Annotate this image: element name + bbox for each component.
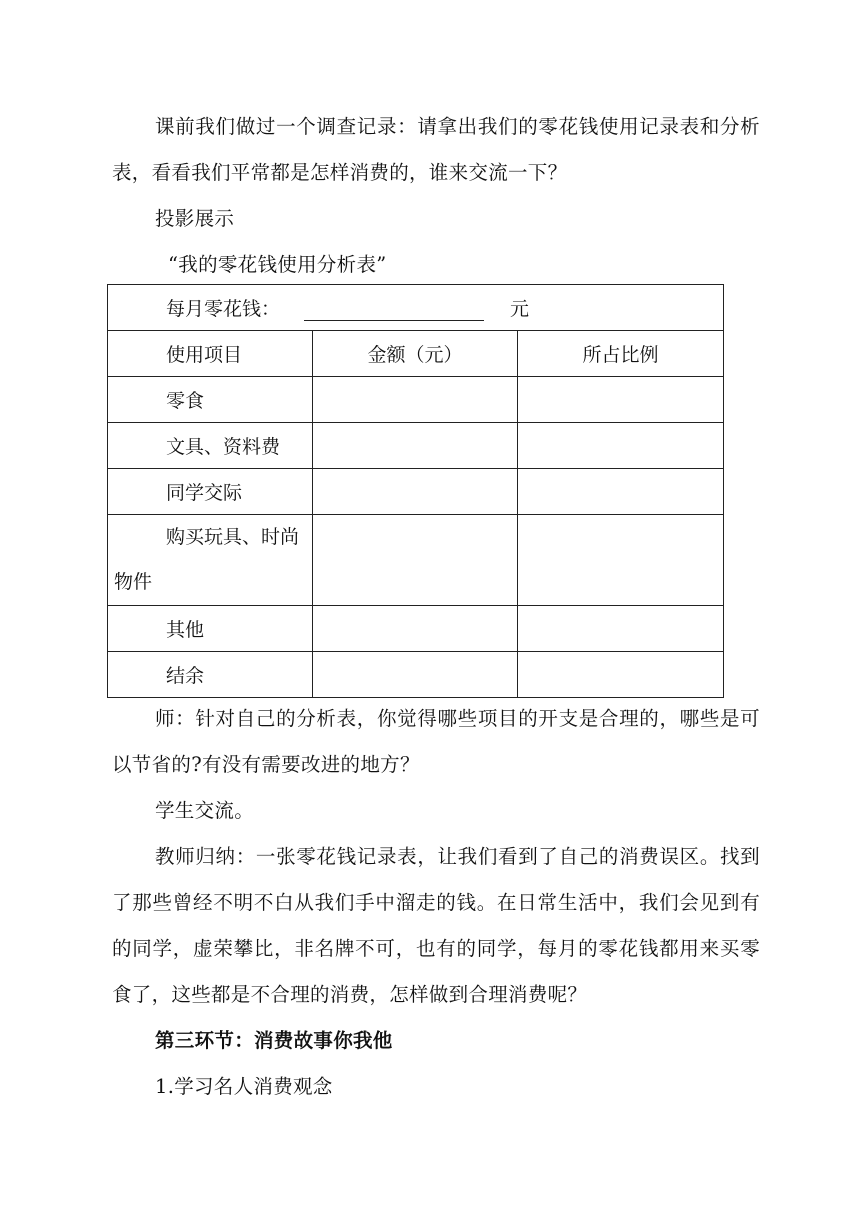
row-ratio-cell	[518, 469, 724, 515]
table-row	[108, 377, 724, 423]
teacher-question: 师：针对自己的分析表，你觉得哪些项目的开支是合理的，哪些是可以节省的?有没有需要改进的地方？	[112, 707, 760, 776]
row-ratio-cell	[518, 515, 724, 606]
monthly-allowance-blank	[304, 300, 484, 321]
row-item-toys-line1: 购买玩具、时尚	[166, 526, 300, 548]
subsection-heading: 1.学习名人消费观念	[155, 1075, 333, 1098]
section-heading: 第三环节：消费故事你我他	[155, 1029, 393, 1052]
monthly-allowance-row	[108, 285, 724, 331]
row-item-other: 其他	[108, 606, 313, 652]
teacher-summary: 教师归纳：一张零花钱记录表，让我们看到了自己的消费误区。找到了那些曾经不明不白从我们手中溜走的钱。在日常生活中，我们会见到有的同学，虚荣攀比，非名牌不可，也有的同学，每月的零花钱都用来买零食了，这些都是不合理的消费，怎样做到合理消费呢？	[112, 845, 760, 1006]
header-item: 使用项目	[108, 331, 313, 377]
monthly-allowance-unit: 元	[510, 298, 530, 320]
row-amount-cell	[313, 423, 518, 469]
row-amount-cell	[313, 377, 518, 423]
row-item-stationery: 文具、资料费	[108, 423, 313, 469]
row-amount-cell	[313, 469, 518, 515]
table-row	[108, 606, 724, 652]
header-amount: 金额（元）	[313, 331, 518, 377]
row-ratio-cell	[518, 652, 724, 698]
row-amount-cell	[313, 515, 518, 606]
row-item-toys-line2: 物件	[114, 571, 153, 593]
table-row	[108, 652, 724, 698]
row-ratio-cell	[518, 423, 724, 469]
row-amount-cell	[313, 652, 518, 698]
row-ratio-cell	[518, 377, 724, 423]
row-item-snacks: 零食	[108, 377, 313, 423]
table-row	[108, 515, 724, 606]
allowance-analysis-table	[107, 284, 724, 698]
row-item-toys	[108, 515, 313, 606]
header-ratio: 所占比例	[518, 331, 724, 377]
table-row	[108, 423, 724, 469]
projection-label: 投影展示	[155, 207, 235, 230]
table-row	[108, 469, 724, 515]
table-header-row	[108, 331, 724, 377]
row-ratio-cell	[518, 606, 724, 652]
row-amount-cell	[313, 606, 518, 652]
student-exchange: 学生交流。	[155, 799, 255, 822]
monthly-allowance-label: 每月零花钱：	[166, 298, 281, 320]
row-item-social: 同学交际	[108, 469, 313, 515]
table-title: “我的零花钱使用分析表”	[168, 253, 387, 276]
intro-paragraph: 课前我们做过一个调查记录：请拿出我们的零花钱使用记录表和分析表，看看我们平常都是怎样消费的，谁来交流一下？	[112, 115, 760, 184]
monthly-allowance-cell	[108, 285, 724, 331]
row-item-balance: 结余	[108, 652, 313, 698]
